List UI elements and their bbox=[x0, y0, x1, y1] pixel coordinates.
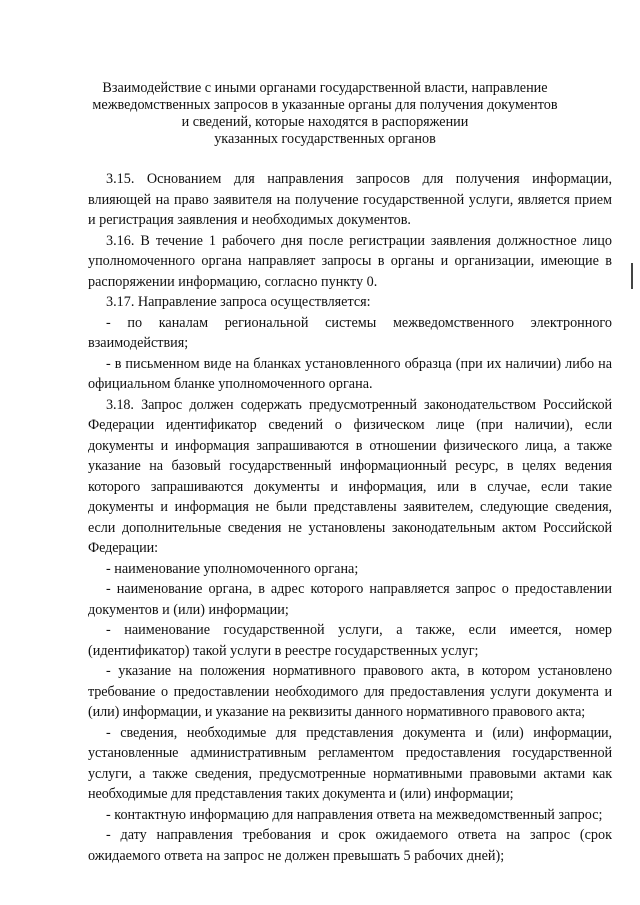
list-item-written: - в письменном виде на бланках установленного образца (при их наличии) либо на официальном бланке уполномоченного органа. bbox=[88, 355, 612, 392]
list-item-dates: - дату направления требования и срок ожидаемого ответа на запрос (срок ожидаемого ответа на запрос не должен превышать 5 рабочих дней); bbox=[88, 827, 612, 864]
list-item-authority-name: - наименование уполномоченного органа; bbox=[106, 560, 359, 577]
paragraph-3-16: 3.16. В течение 1 рабочего дня после регистрации заявления должностное лицо уполномоченного органа направляет запросы в органы и организации, имеющие в распоряжении информацию, согласно пункту 0. bbox=[88, 232, 612, 290]
list-item-recipient-name: - наименование органа, в адрес которого направляется запрос о предоставлении документов и (или) информации; bbox=[88, 581, 612, 618]
heading-line: межведомственных запросов в указанные органы для получения документов bbox=[92, 97, 558, 113]
scan-edge-mark bbox=[631, 263, 633, 289]
list-item-legal-act: - указание на положения нормативного правового акта, в котором установлено требование о предоставлении необходимого для предоставления услуги документа и (или) информации, и указание на реквизиты данного нормативного правового акта; bbox=[88, 663, 612, 720]
list-item-required-info: - сведения, необходимые для представления документа и (или) информации, установленные административным регламентом предоставления государственной услуги, а также сведения, предусмотренные нормативными правовыми актами как необходимые для представления таких документа и (или) информации; bbox=[88, 724, 612, 802]
document-body bbox=[88, 169, 612, 866]
section-heading bbox=[60, 80, 590, 148]
heading-line: указанных государственных органов bbox=[214, 131, 436, 147]
paragraph-3-15: 3.15. Основанием для направления запросов для получения информации, влияющей на право заявителя на получение государственной услуги, является прием и регистрация заявления и необходимых документов. bbox=[88, 171, 612, 228]
list-item-contact-info: - контактную информацию для направления ответа на межведомственный запрос; bbox=[106, 806, 603, 823]
paragraph-3-17: 3.17. Направление запроса осуществляется: bbox=[106, 294, 371, 310]
heading-line: и сведений, которые находятся в распоряжении bbox=[181, 114, 469, 130]
list-item-service-name: - наименование государственной услуги, а также, если имеется, номер (идентификатор) такой услуги в реестре государственных услуг; bbox=[88, 622, 612, 659]
paragraph-3-18: 3.18. Запрос должен содержать предусмотренный законодательством Российской Федерации идентификатор сведений о физическом лице (при наличии), если документы и информация запрашиваются в отношении физического лица, а также указание на базовый государственный информационный ресурс, в целях ведения которого запрашиваются документы и информация, или в случае, если такие документы и информация не были представлены заявителем, следующие сведения, если дополнительные сведения не установлены законодательным актом Российской Федерации: bbox=[88, 396, 612, 556]
heading-line: Взаимодействие с иными органами государственной власти, направление bbox=[102, 80, 548, 96]
list-item-channels: - по каналам региональной системы межведомственного электронного взаимодействия; bbox=[88, 314, 612, 351]
